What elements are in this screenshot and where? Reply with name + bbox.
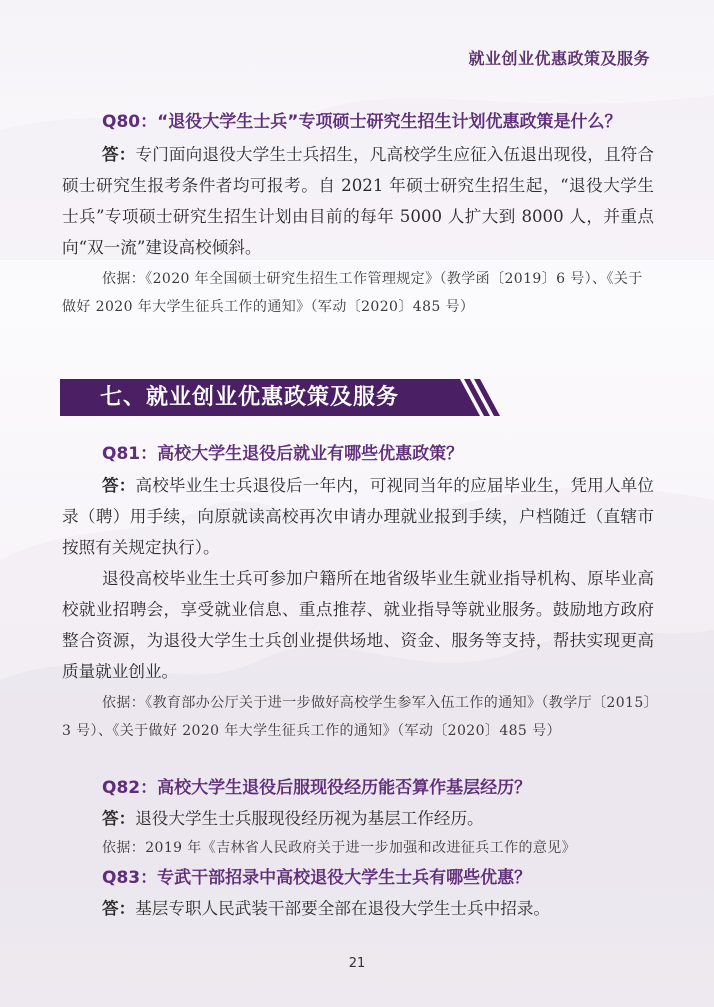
section-title: 七、就业创业优惠政策及服务 [100, 385, 400, 410]
q81-question: Q81：高校大学生退役后就业有哪些优惠政策？ [102, 444, 464, 464]
q82-basis: 依据：2019 年《吉林省人民政府关于进一步加强和改进征兵工作的意见》 [102, 840, 577, 856]
q81-basis: 依据：《教育部办公厅关于进一步做好高校学生参军入伍工作的通知》（教学厅〔2015〕3 号）、《关于做好 2020 年大学生征兵工作的通知》（军动〔2020〕485 号） [62, 695, 652, 739]
q82-block [62, 774, 654, 862]
q81-paragraph-2: 退役高校毕业生士兵可参加户籍所在地省级毕业生就业指导机构、原毕业高校就业招聘会，享受就业信息、重点推荐、就业指导等就业服务。鼓励地方政府整合资源，为退役大学生士兵创业提供场地、资金、服务等支持，帮扶实现更高质量就业创业。 [62, 569, 654, 681]
q82-question: Q82：高校大学生退役后服现役经历能否算作基层经历？ [102, 778, 532, 798]
q83-block [62, 864, 654, 924]
running-header: 就业创业优惠政策及服务 [468, 49, 650, 68]
q83-answer-label: 答： [102, 899, 136, 918]
q83-answer [62, 893, 654, 924]
q80-answer-text: 专门面向退役大学生士兵招生，凡高校学生应征入伍退出现役，且符合硕士研究生报考条件者均可报考。自 2021 年硕士研究生招生起，“退役大学生士兵”专项硕士研究生招生计划由目前的每年 5000 人扩大到 8000 人，并重点向“双一流”建设高校倾斜。 [62, 145, 655, 257]
page-number: 21 [348, 956, 366, 971]
q80-answer-label: 答： [102, 145, 136, 164]
q82-answer [62, 803, 654, 834]
q81-answer-text: 高校毕业生士兵退役后一年内，可视同当年的应届毕业生，凭用人单位录（聘）用手续，向原就读高校再次申请办理就业报到手续，户档随迁（直辖市按照有关规定执行）。 [62, 476, 655, 557]
q82-answer-text: 退役大学生士兵服现役经历视为基层工作经历。 [135, 809, 484, 828]
q82-answer-label: 答： [102, 809, 136, 828]
q81-block [62, 440, 654, 745]
q83-question: Q83：专武干部招录中高校退役大学生士兵有哪些优惠？ [102, 868, 532, 888]
q80-question: Q80：“退役大学生士兵”专项硕士研究生招生计划优惠政策是什么？ [102, 112, 622, 132]
q81-answer [62, 470, 654, 563]
q80-block [62, 108, 654, 321]
q80-answer [62, 139, 654, 263]
q80-basis: 依据：《2020 年全国硕士研究生招生工作管理规定》（教学函〔2019〕6 号）、《关于做好 2020 年大学生征兵工作的通知》（军动〔2020〕485 号） [62, 271, 643, 315]
q81-answer-label: 答： [102, 476, 136, 495]
q83-answer-text: 基层专职人民武装干部要全部在退役大学生士兵中招录。 [135, 899, 551, 918]
